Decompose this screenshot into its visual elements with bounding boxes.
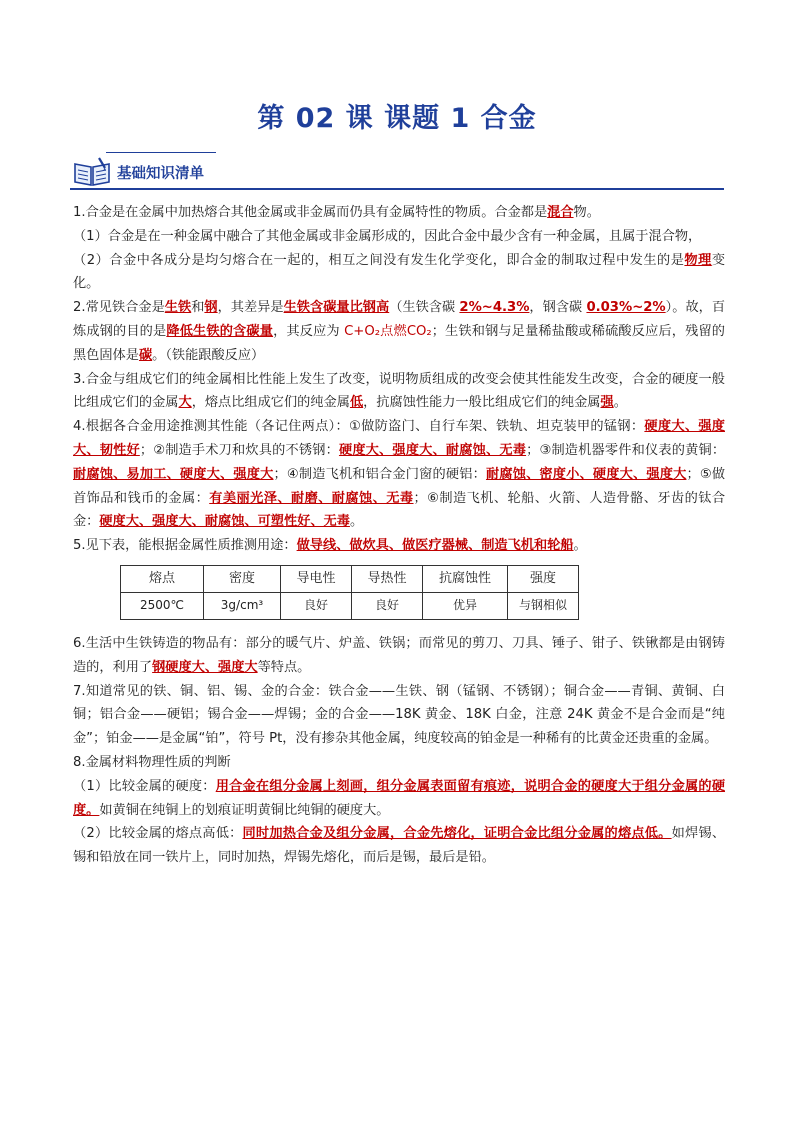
paragraph-11 [73,775,725,823]
answer: 2%~4.3% [459,300,530,316]
text: （1）比较金属的硬度： [73,778,216,794]
text: ，抗腐蚀性能力一般比组成它们的纯金属 [363,395,601,411]
page-title: 第 02 课 课题 1 合金 [257,103,537,134]
text: （生铁含碳 [389,300,460,316]
answer: 硬度大、强度大、耐腐蚀、可塑性好、无毒 [99,514,350,530]
text: ；③制造机器零件和仪表的黄铜： [526,442,726,458]
open-book-icon [72,156,112,192]
section-label: 基础知识清单 [117,166,204,182]
answer: 生铁含碳量比钢高 [283,300,390,316]
text: ；②制造手术刀和炊具的不锈钢： [139,442,339,458]
text: （1）合金是在一种金属中融合了其他金属或非金属形成的，因此合金中最少含有一种金属，且属于混合物， [73,228,702,244]
metal-property-table [120,565,579,620]
table-cell: 3g/cm³ [204,592,281,619]
answer: 物理 [684,252,712,268]
table-header-cell: 强度 [508,565,579,592]
text: 等特点。 [257,659,311,675]
text: 。 [573,538,587,554]
paragraph-3 [73,249,725,297]
text: 和 [191,300,205,316]
table-row [121,592,579,619]
table-cell: 良好 [352,592,423,619]
answer: 耐腐蚀、密度小、硬度大、强度大 [485,466,687,482]
text: 1.合金是在金属中加热熔合其他金属或非金属而仍具有金属特性的物质。合金都是 [73,205,548,220]
answer: 硬度大、强度大、韧性好 [73,419,725,458]
text: ）。故，百炼成钢的目的是 [73,300,726,339]
answer: 硬度大、强度大、耐腐蚀、无毒 [338,442,527,458]
text: 变化。 [73,252,725,292]
text: ，其反应为 [273,323,345,339]
text: ；④制造飞机和铝合金门窗的硬铝： [273,466,486,482]
answer: 生铁 [164,300,192,316]
paragraph-7 [73,534,725,558]
paragraph-9 [73,680,725,751]
text: 3.合金与组成它们的纯金属相比性能上发生了改变，说明物质组成的改变会使其性能发生改变，合金的硬度一般比组成它们的金属 [73,371,725,411]
table-header-cell: 导热性 [352,565,423,592]
paragraph-8 [73,632,725,680]
text: ；⑥制造飞机、轮船、火箭、人造骨骼、牙齿的钛合金： [73,490,726,530]
paragraph-10 [73,751,725,775]
text: ，熔点比组成它们的纯金属 [191,395,350,411]
table-header-cell: 导电性 [281,565,352,592]
table-cell: 2500℃ [121,592,204,619]
answer: 用合金在组分金属上刻画，组分金属表面留有痕迹，说明合金的硬度大于组分金属的硬度。 [73,778,726,818]
text: 如黄铜在纯铜上的划痕证明黄铜比纯铜的硬度大。 [99,802,390,818]
table-cell: 良好 [281,592,352,619]
paragraph-5 [73,368,725,416]
table-cell: 与钢相似 [508,592,579,619]
text: 。 [613,395,627,411]
text: 4.根据各合金用途推测其性能（各记住两点）：①做防盗门、自行车架、铁轨、坦克装甲的锰钢： [73,419,645,435]
text: ；生铁和钢与足量稀盐酸或稀硫酸反应后，残留的黑色固体是 [73,323,725,363]
text: 2.常见铁合金是 [73,300,165,316]
section-divider [70,188,724,190]
text: （2）合金中各成分是均匀熔合在一起的，相互之间没有发生化学变化，即合金的制取过程中发生的是 [73,252,685,268]
paragraph-4 [73,296,725,367]
text: 。（铁能跟酸反应） [152,347,265,363]
text: ，钢含碳 [529,300,587,316]
text: 物。 [573,205,600,220]
answer: 强 [600,395,614,411]
answer: 同时加热合金及组分金属，合金先熔化，证明合金比组分金属的熔点低。 [242,826,672,842]
answer: 耐腐蚀、易加工、硬度大、强度大 [73,466,274,482]
table-header-cell: 抗腐蚀性 [423,565,508,592]
text: 5.见下表，能根据金属性质推测用途： [73,538,297,554]
answer: 大 [178,395,192,411]
table-cell: 优异 [423,592,508,619]
table-header-cell: 熔点 [121,565,204,592]
paragraph-2 [73,225,725,249]
text: （2）比较金属的熔点高低： [73,826,243,842]
section-header [70,152,724,190]
text: 8.金属材料物理性质的判断 [73,754,231,770]
content-body [73,201,725,870]
answer: 碳 [138,347,153,363]
paragraph-12 [73,822,725,870]
answer: 降低生铁的含碳量 [166,323,274,339]
answer: 低 [349,395,364,411]
text: 如焊锡、锡和铅放在同一铁片上，同时加热，焊锡先熔化，而后是锡，最后是铅。 [73,826,726,866]
paragraph-1 [73,201,725,225]
answer: 钢 [204,300,218,316]
text: ；⑤做首饰品和钱币的金属： [73,466,726,506]
text: ，其差异是 [217,300,284,316]
paragraph-6 [73,415,725,534]
answer: 0.03%~2% [586,300,666,316]
answer: 做导线、做炊具、做医疗器械、制造飞机和轮船 [296,538,574,554]
answer: 有美丽光泽、耐磨、耐腐蚀、无毒 [209,490,414,506]
table-header-cell: 密度 [204,565,281,592]
text: 6.生活中生铁铸造的物品有：部分的暖气片、炉盖、铁锅；而常见的剪刀、刀具、锤子、钳子、铁锹都是由钢铸造的，利用了 [73,635,725,675]
equation: C+O₂点燃CO₂ [344,323,432,339]
table-header-row [121,565,579,592]
text: 。 [349,514,364,530]
text: 7.知道常见的铁、铜、铝、锡、金的合金：铁合金——生铁、钢（锰钢、不锈钢）；铜合金——青铜、黄铜、白铜；铝合金——硬铝；锡合金——焊锡；金的合金——18K 黄金、18K 白金，注意 24K 黄金不是合金而是“纯金”；铂金——是金属“铂”，符号 Pt，没有掺杂其他金属，纯度较高的铂金是一种稀有的比黄金还贵重的金属。 [73,683,725,747]
answer: 混合 [547,205,574,220]
answer: 钢硬度大、强度大 [152,659,258,675]
section-header-top-rule [106,152,216,153]
